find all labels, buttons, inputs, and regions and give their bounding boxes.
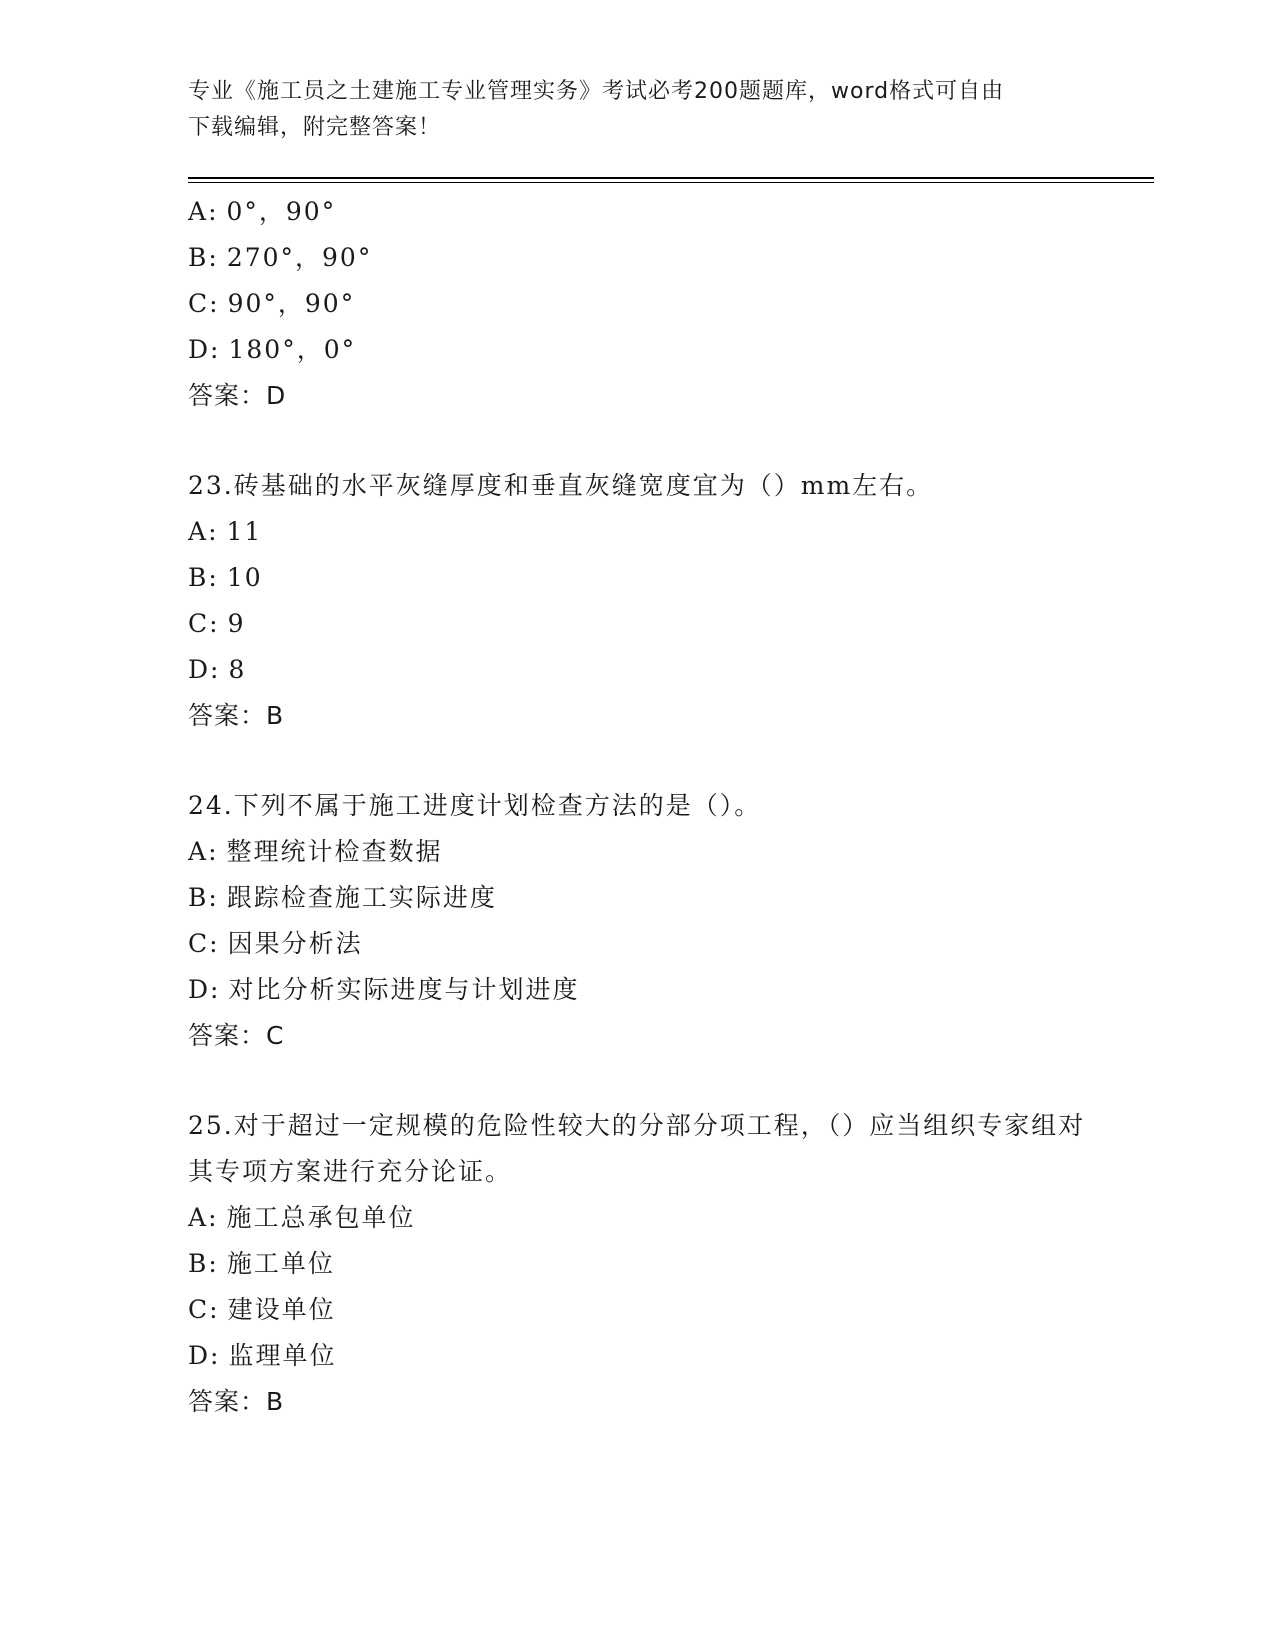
option-a: A: 11 — [188, 517, 263, 546]
option-c: C: 因果分析法 — [188, 929, 363, 958]
header-line-1: 专业《施工员之土建施工专业管理实务》考试必考200题题库，word格式可自由 — [188, 79, 1005, 104]
question-text: 23.砖基础的水平灰缝厚度和垂直灰缝宽度宜为（）mm左右。 — [188, 471, 934, 500]
answer-line: 答案：B — [188, 701, 285, 730]
question-text: 25.对于超过一定规模的危险性较大的分部分项工程，（）应当组织专家组对其专项方案进行充分论证。 — [188, 1111, 1086, 1186]
option-b: B: 10 — [188, 563, 263, 592]
option-a: A: 施工总承包单位 — [188, 1203, 416, 1232]
option-d: D: 对比分析实际进度与计划进度 — [188, 975, 580, 1004]
question-text: 24.下列不属于施工进度计划检查方法的是（）。 — [188, 791, 762, 820]
question-block — [188, 189, 1148, 419]
option-d: D: 180°，0° — [188, 335, 357, 364]
option-d: D: 8 — [188, 655, 247, 684]
option-d: D: 监理单位 — [188, 1341, 337, 1370]
option-b: B: 跟踪检查施工实际进度 — [188, 883, 497, 912]
option-a: A: 整理统计检查数据 — [188, 837, 443, 866]
question-block — [188, 463, 1148, 739]
option-b: B: 施工单位 — [188, 1249, 335, 1278]
header-rule-thick — [188, 177, 1154, 179]
header-rule-thin — [188, 182, 1154, 183]
answer-line: 答案：C — [188, 1021, 285, 1050]
answer-line: 答案：B — [188, 1387, 285, 1416]
option-c: C: 90°，90° — [188, 289, 356, 318]
option-b: B: 270°，90° — [188, 243, 373, 272]
question-block — [188, 1103, 1148, 1425]
option-a: A: 0°，90° — [188, 197, 337, 226]
option-c: C: 9 — [188, 609, 246, 638]
question-list — [188, 189, 1148, 1425]
document-header — [188, 74, 1068, 146]
header-line-2: 下载编辑，附完整答案！ — [188, 115, 442, 140]
answer-line: 答案：D — [188, 381, 287, 410]
question-block — [188, 783, 1148, 1059]
option-c: C: 建设单位 — [188, 1295, 336, 1324]
